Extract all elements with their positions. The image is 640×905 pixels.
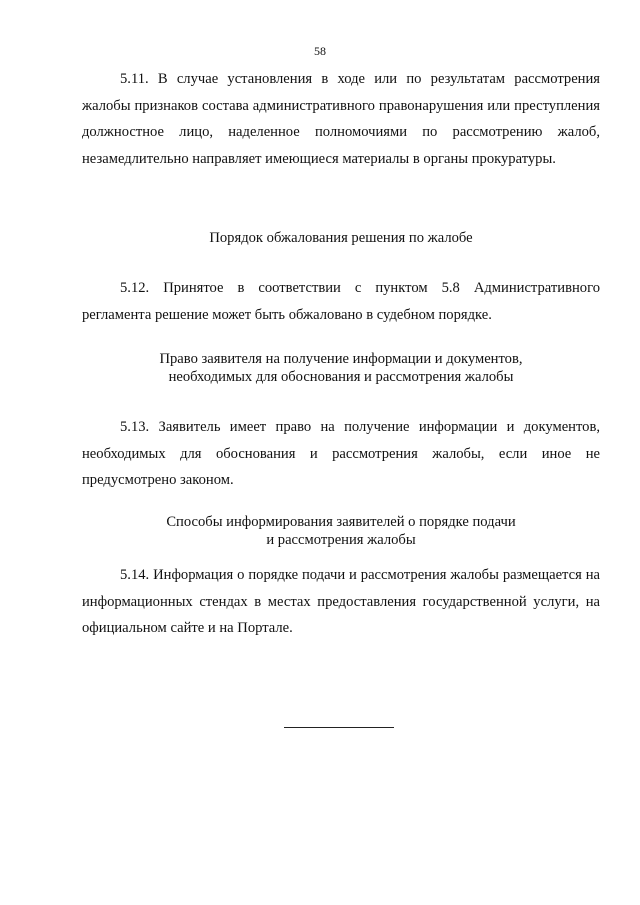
paragraph-5-11 xyxy=(82,66,600,172)
paragraph-5-14 xyxy=(82,562,600,642)
paragraph-5-12 xyxy=(82,275,600,328)
paragraph-5-13 xyxy=(82,414,600,494)
paragraph-5-12-text: 5.12. Принятое в соответствии с пунктом 5.8 Административного регламента решение может быть обжаловано в судебном порядке. xyxy=(82,280,600,323)
paragraph-5-13-text: 5.13. Заявитель имеет право на получение информации и документов, необходимых для обоснования и рассмотрения жалобы, если иное не предусмотрено законом. xyxy=(82,419,600,488)
paragraph-5-11-text: 5.11. В случае установления в ходе или по результатам рассмотрения жалобы признаков состава административного правонарушения или преступления должностное лицо, наделенное полномочиями по рассмотрению жалоб, незамедлительно направляет имеющиеся материалы в органы прокуратуры. xyxy=(82,71,600,167)
heading-appeal-order-text: Порядок обжалования решения по жалобе xyxy=(209,230,473,246)
paragraph-5-14-text: 5.14. Информация о порядке подачи и рассмотрения жалобы размещается на информационных стендах в местах предоставления государственной услуги, на официальном сайте и на Портале. xyxy=(82,567,600,636)
heading-right-to-information xyxy=(82,350,600,386)
heading-information-methods-line1: Способы информирования заявителей о порядке подачи xyxy=(166,514,516,530)
page-number: 58 xyxy=(314,44,326,58)
heading-information-methods-line2: и рассмотрения жалобы xyxy=(266,532,416,548)
heading-right-to-information-line2: необходимых для обоснования и рассмотрения жалобы xyxy=(168,369,514,385)
end-divider-line xyxy=(284,727,394,728)
heading-right-to-information-line1: Право заявителя на получение информации и документов, xyxy=(159,351,523,367)
heading-appeal-order xyxy=(82,229,600,247)
heading-information-methods xyxy=(82,513,600,549)
